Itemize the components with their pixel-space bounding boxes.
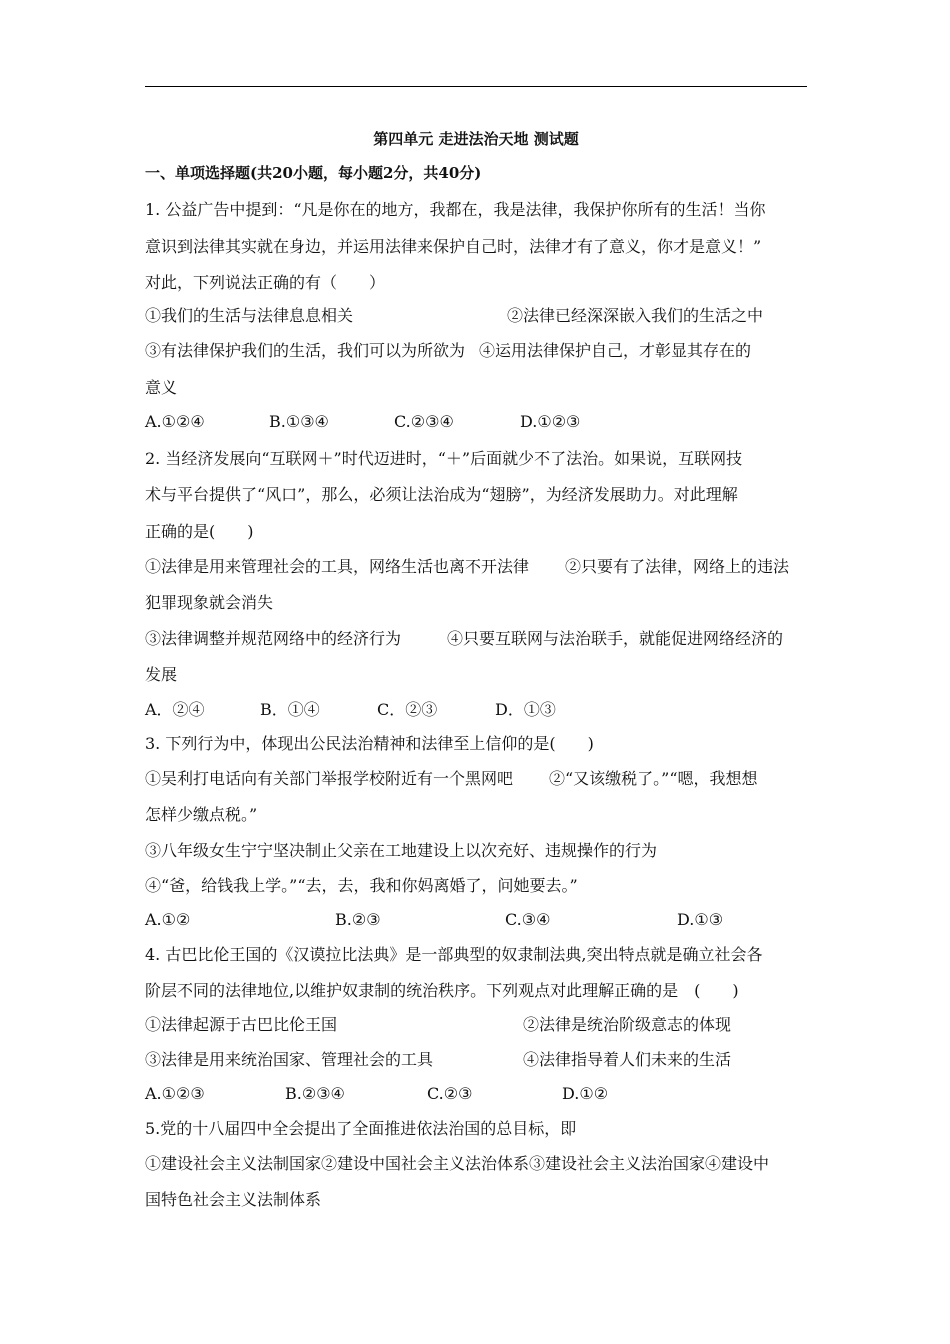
q3-statement-1: ①吴利打电话向有关部门举报学校附近有一个黑网吧 (145, 769, 514, 788)
q2-statement-2-cont: 犯罪现象就会消失 (145, 593, 274, 612)
q3-statement-3: ③八年级女生宁宁坚决制止父亲在工地建设上以次充好、违规操作的行为 (145, 841, 658, 860)
q4-statement-4: ④法律指导着人们未来的生活 (523, 1050, 732, 1069)
q3-option-c[interactable]: C.③④ (505, 910, 551, 929)
q1-option-a[interactable]: A.①②④ (145, 412, 205, 431)
q3-statement-4: ④“爸，给钱我上学。”“去，去，我和你妈离婚了，问她要去。” (145, 876, 578, 895)
q4-statement-3: ③法律是用来统治国家、管理社会的工具 (145, 1050, 434, 1069)
q3-option-a[interactable]: A.①② (145, 910, 191, 929)
q5-statements-cont: 国特色社会主义法制体系 (145, 1190, 322, 1209)
q4-option-d[interactable]: D.①② (562, 1084, 609, 1103)
q4-options (145, 1083, 825, 1105)
q1-statement-2: ②法律已经深深嵌入我们的生活之中 (507, 306, 764, 325)
q2-option-d[interactable]: D．①③ (495, 700, 556, 719)
q3-options (145, 909, 825, 931)
q1-statement-row-2 (145, 340, 825, 362)
q2-statement-2: ②只要有了法律，网络上的违法 (565, 557, 790, 576)
q4-statement-row-1 (145, 1014, 825, 1036)
q1-option-c[interactable]: C.②③④ (394, 412, 454, 431)
q5-stem: 5.党的十八届四中全会提出了全面推进依法治国的总目标，即 (145, 1119, 577, 1138)
q3-stem: 3. 下列行为中，体现出公民法治精神和法律至上信仰的是( ) (145, 734, 594, 753)
q3-option-b[interactable]: B.②③ (335, 910, 381, 929)
q2-statement-1: ①法律是用来管理社会的工具，网络生活也离不开法律 (145, 557, 530, 576)
q2-option-c[interactable]: C．②③ (377, 700, 438, 719)
q2-statement-4-cont: 发展 (145, 665, 178, 684)
q2-stem-line-2: 术与平台提供了“风口”，那么，必须让法治成为“翅膀”，为经济发展助力。对此理解 (145, 485, 738, 504)
q5-statements: ①建设社会主义法制国家②建设中国社会主义法治体系③建设社会主义法治国家④建设中 (145, 1154, 770, 1173)
q2-options (145, 699, 825, 721)
q4-option-a[interactable]: A.①②③ (145, 1084, 205, 1103)
section-heading: 一、单项选择题(共20小题，每小题2分，共40分) (145, 164, 482, 182)
q2-statement-3: ③法律调整并规范网络中的经济行为 (145, 629, 402, 648)
q1-statement-3: ③有法律保护我们的生活，我们可以为所欲为 (145, 341, 466, 360)
q4-option-c[interactable]: C.②③ (427, 1084, 473, 1103)
q3-statement-row-1 (145, 768, 825, 790)
q1-statement-4-cont: 意义 (145, 378, 178, 397)
q1-stem-line-1: 1. 公益广告中提到：“凡是你在的地方，我都在，我是法律，我保护你所有的生活！当你 (145, 200, 766, 219)
q2-stem-line-1: 2. 当经济发展向“互联网＋”时代迈进时，“＋”后面就少不了法治。如果说，互联网技 (145, 449, 743, 468)
q3-statement-2-cont: 怎样少缴点税。” (145, 805, 258, 824)
q1-option-b[interactable]: B.①③④ (269, 412, 329, 431)
q2-statement-row-2 (145, 628, 825, 650)
q1-stem-line-2: 意识到法律其实就在身边，并运用法律来保护自己时，法律才有了意义，你才是意义！” (145, 237, 762, 256)
q1-statement-4: ④运用法律保护自己，才彰显其存在的 (479, 341, 752, 360)
q3-statement-2: ②“又该缴税了。”“嗯，我想想 (549, 769, 758, 788)
q2-statement-4: ④只要互联网与法治联手，就能促进网络经济的 (447, 629, 784, 648)
q4-stem-line-2: 阶层不同的法律地位,以维护奴隶制的统治秩序。下列观点对此理解正确的是 ( ) (145, 981, 739, 1000)
q3-option-d[interactable]: D.①③ (677, 910, 724, 929)
q4-statement-row-2 (145, 1049, 825, 1071)
q4-statement-1: ①法律起源于古巴比伦王国 (145, 1015, 338, 1034)
q1-options (145, 411, 825, 433)
q2-stem-line-3: 正确的是( ) (145, 522, 254, 541)
q4-option-b[interactable]: B.②③④ (285, 1084, 345, 1103)
q1-stem-line-3: 对此，下列说法正确的有（ ） (145, 273, 386, 292)
q2-statement-row-1 (145, 556, 825, 578)
q4-statement-2: ②法律是统治阶级意志的体现 (523, 1015, 732, 1034)
header-rule (145, 86, 807, 87)
q4-stem-line-1: 4. 古巴比伦王国的《汉谟拉比法典》是一部典型的奴隶制法典,突出特点就是确立社会各 (145, 945, 763, 964)
q1-statement-1: ①我们的生活与法律息息相关 (145, 306, 354, 325)
page-title: 第四单元 走进法治天地 测试题 (373, 130, 579, 148)
q1-option-d[interactable]: D.①②③ (520, 412, 581, 431)
q2-option-a[interactable]: A．②④ (145, 700, 205, 719)
q2-option-b[interactable]: B．①④ (260, 700, 320, 719)
q1-statement-row-1 (145, 305, 825, 327)
